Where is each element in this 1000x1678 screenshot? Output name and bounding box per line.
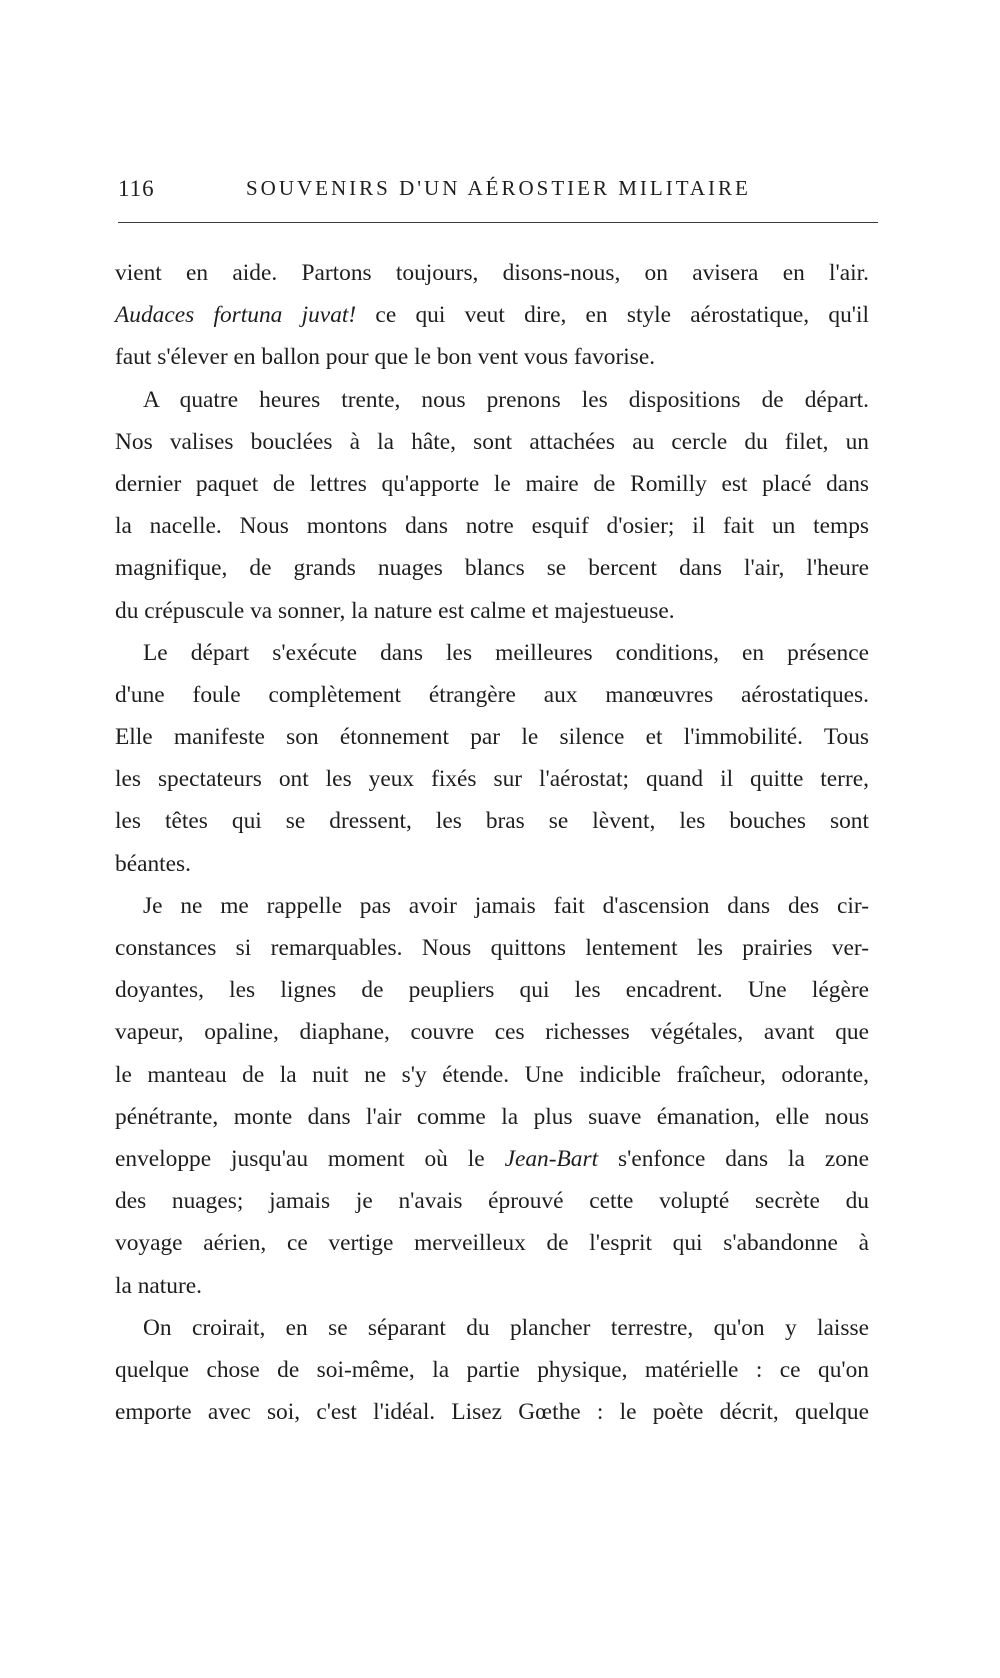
text-line: Je ne me rappelle pas avoir jamais fait d'ascension dans des cir- [143, 892, 869, 919]
text-line: emporte avec soi, c'est l'idéal. Lisez Gœthe : le poète décrit, quelque [115, 1399, 869, 1426]
text-line: voyage aérien, ce vertige merveilleux de l'esprit qui s'abandonne à [115, 1230, 869, 1257]
text-line: d'une foule complètement étrangère aux manœuvres aérostatiques. [115, 681, 869, 708]
text-line: On croirait, en se séparant du plancher terrestre, qu'on y laisse [143, 1314, 869, 1341]
text-line: la nacelle. Nous montons dans notre esquif d'osier; il fait un temps [115, 513, 869, 540]
text-segment: ce qui veut dire, en style aérostatique, qu'il [356, 302, 869, 329]
text-line: dernier paquet de lettres qu'apporte le maire de Romilly est placé dans [115, 470, 869, 497]
text-line: les têtes qui se dressent, les bras se lèvent, les bouches sont [115, 808, 869, 835]
text-line: faut s'élever en ballon pour que le bon vent vous favorise. [115, 344, 656, 371]
text-line: les spectateurs ont les yeux fixés sur l'aérostat; quand il quitte terre, [115, 766, 869, 793]
text-line: constances si remarquables. Nous quittons lentement les prairies ver- [115, 935, 869, 961]
text-line: Nos valises bouclées à la hâte, sont attachées au cercle du filet, un [115, 428, 869, 455]
text-line: du crépuscule va sonner, la nature est calme et majestueuse. [115, 597, 675, 624]
text-line: le manteau de la nuit ne s'y étende. Une indicible fraîcheur, odorante, [115, 1061, 869, 1088]
text-line [115, 1138, 869, 1180]
page-number: 116 [118, 176, 155, 201]
running-title: SOUVENIRS D'UN AÉROSTIER MILITAIRE [246, 176, 751, 200]
text-line: béantes. [115, 850, 191, 877]
body-text [115, 252, 869, 1433]
italic-text: Jean-Bart [504, 1145, 599, 1172]
text-line: vapeur, opaline, diaphane, couvre ces richesses végétales, avant que [115, 1019, 869, 1046]
header-rule [118, 222, 878, 223]
italic-text: Audaces fortuna juvat! [115, 302, 357, 329]
text-line: magnifique, de grands nuages blancs se bercent dans l'air, l'heure [115, 555, 869, 582]
text-segment: enveloppe jusqu'au moment où le [115, 1145, 505, 1172]
text-segment: s'enfonce dans la zone [598, 1145, 869, 1172]
text-line: des nuages; jamais je n'avais éprouvé cette volupté secrète du [115, 1188, 869, 1215]
text-line: Elle manifeste son étonnement par le silence et l'immobilité. Tous [115, 724, 869, 751]
text-line [115, 294, 869, 336]
text-line: la nature. [115, 1272, 203, 1299]
text-line: vient en aide. Partons toujours, disons-nous, on avisera en l'air. [115, 260, 869, 286]
text-line: pénétrante, monte dans l'air comme la plus suave émanation, elle nous [115, 1103, 869, 1130]
text-line: Le départ s'exécute dans les meilleures conditions, en présence [143, 639, 869, 666]
text-line: doyantes, les lignes de peupliers qui les encadrent. Une légère [115, 977, 869, 1004]
page-header [118, 176, 878, 216]
text-line: A quatre heures trente, nous prenons les dispositions de départ. [143, 386, 869, 413]
text-line: quelque chose de soi-même, la partie physique, matérielle : ce qu'on [115, 1356, 869, 1383]
